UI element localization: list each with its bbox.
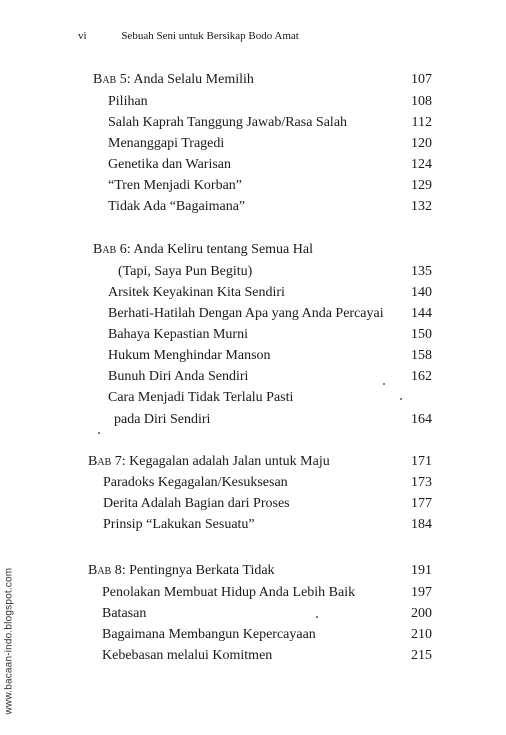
toc-entry	[0, 648, 506, 669]
page-ref: 144	[411, 306, 432, 321]
page-ref: 107	[411, 72, 432, 87]
chapter-title: Anda Keliru tentang Semua Hal	[133, 242, 313, 257]
chapter-7-heading: Bab 7: Kegagalan adalah Jalan untuk Maju 171	[88, 454, 432, 469]
running-header	[78, 30, 299, 42]
page-ref: 200	[411, 606, 432, 621]
page-ref: 162	[411, 369, 432, 384]
page-ref: 164	[411, 412, 432, 427]
entry-title: Prinsip “Lakukan Sesuatu”	[103, 517, 255, 532]
chapter-label: Bab	[93, 72, 117, 87]
chapter-number: 8	[114, 563, 122, 578]
entry-title: Cara Menjadi Tidak Terlalu Pasti	[108, 390, 294, 405]
entry-title: Paradoks Kegagalan/Kesuksesan	[103, 475, 288, 490]
entry-title: Kebebasan melalui Komitmen	[102, 648, 273, 663]
page-ref: 191	[411, 563, 432, 578]
page-number: vi	[78, 30, 87, 42]
toc-entry	[0, 94, 506, 115]
chapter-8-heading: Bab 8: Pentingnya Berkata Tidak 191	[88, 563, 432, 578]
entry-title: Genetika dan Warisan	[108, 157, 232, 172]
toc-entry	[0, 199, 506, 220]
toc-entry	[0, 348, 506, 369]
toc-entry	[0, 496, 506, 517]
page-ref: 120	[411, 136, 432, 151]
chapter-label: Bab	[88, 454, 112, 469]
toc-entry	[0, 178, 506, 199]
entry-title: Batasan	[102, 606, 147, 621]
entry-title: “Tren Menjadi Korban”	[108, 178, 243, 193]
entry-title: Arsitek Keyakinan Kita Sendiri	[108, 285, 285, 300]
watermark: www.bacaan-indo.blogspot.com	[3, 567, 15, 715]
toc-entry	[0, 306, 506, 327]
page-ref: 112	[411, 115, 432, 130]
entry-title: Derita Adalah Bagian dari Proses	[103, 496, 290, 511]
entry-title: Tidak Ada “Bagaimana”	[108, 199, 246, 214]
toc-entry	[0, 606, 506, 627]
toc-entry	[0, 517, 506, 538]
page-ref: 140	[411, 285, 432, 300]
toc-entry	[0, 285, 506, 306]
page-ref: 108	[411, 94, 432, 109]
entry-title: Menanggapi Tragedi	[108, 136, 225, 151]
toc-entry-cont	[0, 412, 506, 433]
entry-title: Bagaimana Membangun Kepercayaan	[102, 627, 316, 642]
chapter-title: Anda Selalu Memilih	[133, 72, 254, 87]
entry-title: Berhati-Hatilah Dengan Apa yang Anda Percayai	[108, 306, 384, 321]
page-ref: 135	[411, 264, 432, 279]
chapter-5-heading: Bab 5: Anda Selalu Memilih 107	[93, 72, 432, 87]
entry-title: Pilihan	[108, 94, 148, 109]
page-ref: 173	[411, 475, 432, 490]
chapter-number: 7	[114, 454, 122, 469]
entry-title: Bunuh Diri Anda Sendiri	[108, 369, 249, 384]
chapter-title-cont: (Tapi, Saya Pun Begitu)	[118, 264, 253, 279]
chapter-number: 5	[119, 72, 127, 87]
toc-entry	[0, 585, 506, 606]
toc-entry	[0, 627, 506, 648]
page-ref: 184	[411, 517, 432, 532]
page-ref: 197	[411, 585, 432, 600]
page-ref: 124	[411, 157, 432, 172]
page-ref: 158	[411, 348, 432, 363]
page-ref: 129	[411, 178, 432, 193]
page-ref: 177	[411, 496, 432, 511]
toc-entry	[0, 390, 506, 411]
page-ref: 132	[411, 199, 432, 214]
entry-title: Bahaya Kepastian Murni	[108, 327, 248, 342]
entry-title-cont: pada Diri Sendiri	[114, 412, 211, 427]
chapter-number: 6	[119, 242, 127, 257]
chapter-title: Kegagalan adalah Jalan untuk Maju	[129, 454, 330, 469]
page-ref: 171	[411, 454, 432, 469]
running-title: Sebuah Seni untuk Bersikap Bodo Amat	[121, 30, 299, 42]
chapter-title: Pentingnya Berkata Tidak	[129, 563, 275, 578]
entry-title: Salah Kaprah Tanggung Jawab/Rasa Salah	[108, 115, 348, 130]
toc-entry	[0, 136, 506, 157]
chapter-label: Bab	[93, 242, 117, 257]
chapter-6-heading: Bab 6: Anda Keliru tentang Semua Hal	[93, 242, 313, 257]
entry-title: Penolakan Membuat Hidup Anda Lebih Baik	[102, 585, 356, 600]
chapter-6-heading-cont	[0, 264, 506, 285]
toc-entry	[0, 327, 506, 348]
entry-title: Hukum Menghindar Manson	[108, 348, 271, 363]
toc-entry	[0, 369, 506, 390]
chapter-label: Bab	[88, 563, 112, 578]
toc-entry	[0, 157, 506, 178]
toc-entry	[0, 475, 506, 496]
page-ref: 210	[411, 627, 432, 642]
page-ref: 215	[411, 648, 432, 663]
page-ref: 150	[411, 327, 432, 342]
toc-entry	[0, 115, 506, 136]
